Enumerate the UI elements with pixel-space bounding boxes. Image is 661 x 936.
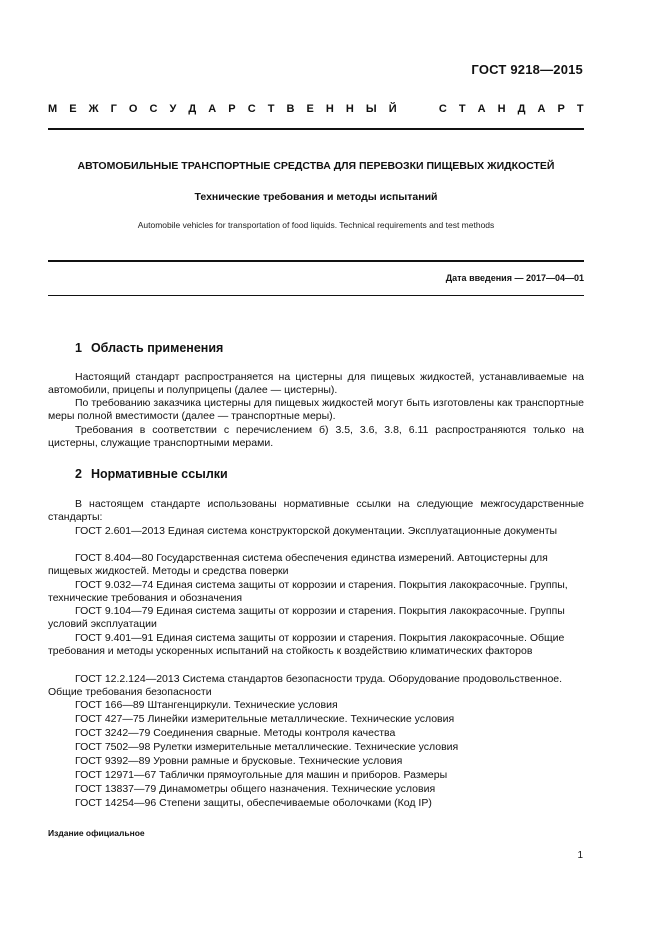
standard-type-letter: А xyxy=(477,103,486,115)
section-1-paragraph: Настоящий стандарт распространяется на цистерны для пищевых жидкостей, устанавливаемые на автомобили, прицепы и полуприцепы (далее — цистерны). xyxy=(48,371,584,397)
standard-type-letter: Т xyxy=(458,103,466,115)
reference-item: ГОСТ 9392—89 Уровни рамные и брусковые. Технические условия xyxy=(75,755,403,767)
introduction-date: Дата введения — 2017—04—01 xyxy=(445,273,584,283)
standard-type-letter: Т xyxy=(267,103,275,115)
standard-type-letter: Г xyxy=(110,103,117,115)
edition-note: Издание официальное xyxy=(48,828,145,838)
standard-type-letter: Р xyxy=(557,103,565,115)
section-2-intro: В настоящем стандарте использованы нормативные ссылки на следующие межгосударственные стандарты: xyxy=(48,498,584,524)
section-1-number: 1 xyxy=(75,341,82,355)
standard-type-letter: Д xyxy=(517,103,526,115)
standard-type-letter: Е xyxy=(69,103,77,115)
section-2-title: Нормативные ссылки xyxy=(90,467,228,481)
standard-type-letter: С xyxy=(149,103,158,115)
document-code: ГОСТ 9218—2015 xyxy=(471,62,583,77)
standard-type-gap xyxy=(424,103,427,115)
section-1-title: Область применения xyxy=(90,341,224,355)
reference-item: ГОСТ 12971—67 Таблички прямоугольные для машин и приборов. Размеры xyxy=(75,769,448,781)
standard-type-letter: Н xyxy=(325,103,334,115)
standard-type-letter: Е xyxy=(306,103,314,115)
reference-item: ГОСТ 13837—79 Динамометры общего назначения. Технические условия xyxy=(75,783,436,795)
standard-type-letter: В xyxy=(286,103,295,115)
reference-item: ГОСТ 12.2.124—2013 Система стандартов безопасности труда. Оборудование продовольственное. Общие требования безопасности xyxy=(48,673,563,699)
reference-item: ГОСТ 166—89 Штангенциркули. Технические условия xyxy=(75,699,338,711)
date-rule xyxy=(48,295,584,296)
standard-type-letter: Ы xyxy=(365,103,377,115)
section-1-heading xyxy=(75,341,223,355)
reference-item: ГОСТ 9.401—91 Единая система защиты от коррозии и старения. Покрытия лакокрасочные. Общие требования и методы ускоренных испытаний на стойкость к воздействию климатических факторов xyxy=(48,632,565,658)
english-title: Automobile vehicles for transportation of food liquids. Technical requirements and test methods xyxy=(137,220,495,230)
standard-type-letter: Н xyxy=(497,103,506,115)
standard-type-letter: А xyxy=(208,103,217,115)
standard-type-letter: О xyxy=(128,103,138,115)
title-rule xyxy=(48,260,584,262)
reference-item: ГОСТ 2.601—2013 Единая система конструкторской документации. Эксплуатационные документы xyxy=(75,525,558,537)
section-1-paragraph: По требованию заказчика цистерны для пищевых жидкостей могут быть изготовлены как транспортные меры полной вместимости (далее — транспортные меры). xyxy=(48,397,584,423)
document-subtitle: Технические требования и методы испытаний xyxy=(194,191,438,203)
standard-type-letter: Д xyxy=(188,103,197,115)
standard-type-gap xyxy=(409,103,412,115)
reference-item: ГОСТ 427—75 Линейки измерительные металлические. Технические условия xyxy=(75,713,455,725)
section-2-heading xyxy=(75,467,228,481)
document-title: АВТОМОБИЛЬНЫЕ ТРАНСПОРТНЫЕ СРЕДСТВА ДЛЯ ПЕРЕВОЗКИ ПИЩЕВЫХ ЖИДКОСТЕЙ xyxy=(77,160,555,172)
section-1-paragraph: Требования в соответствии с перечислением б) 3.5, 3.6, 3.8, 6.11 распространяются только на цистерны, служащие транспортными мерами. xyxy=(48,424,584,450)
standard-type-letter: С xyxy=(438,103,447,115)
reference-item: ГОСТ 3242—79 Соединения сварные. Методы контроля качества xyxy=(75,727,396,739)
reference-item: ГОСТ 7502—98 Рулетки измерительные металлические. Технические условия xyxy=(75,741,459,753)
reference-item: ГОСТ 14254—96 Степени защиты, обеспечиваемые оболочками (Код IP) xyxy=(75,797,432,809)
page-number: 1 xyxy=(577,850,583,861)
standard-type-letter: Р xyxy=(228,103,236,115)
standard-type-letter: С xyxy=(247,103,256,115)
standard-type-letter: А xyxy=(537,103,546,115)
standard-type-letter: Н xyxy=(345,103,354,115)
standard-type-label xyxy=(48,103,584,115)
standard-type-letter: Й xyxy=(388,103,397,115)
section-2-number: 2 xyxy=(75,467,82,481)
standard-type-letter: М xyxy=(48,103,58,115)
standard-type-letter: Т xyxy=(576,103,584,115)
standard-type-letter: Ж xyxy=(88,103,99,115)
header-rule xyxy=(48,128,584,130)
reference-item: ГОСТ 9.104—79 Единая система защиты от коррозии и старения. Покрытия лакокрасочные. Группы условий эксплуатации xyxy=(48,605,565,631)
reference-item: ГОСТ 8.404—80 Государственная система обеспечения единства измерений. Автоцистерны для пищевых жидкостей. Методы и средства поверки xyxy=(48,552,548,578)
standard-type-letter: У xyxy=(169,103,177,115)
reference-item: ГОСТ 9.032—74 Единая система защиты от коррозии и старения. Покрытия лакокрасочные. Группы, технические требования и обозначения xyxy=(48,579,568,605)
